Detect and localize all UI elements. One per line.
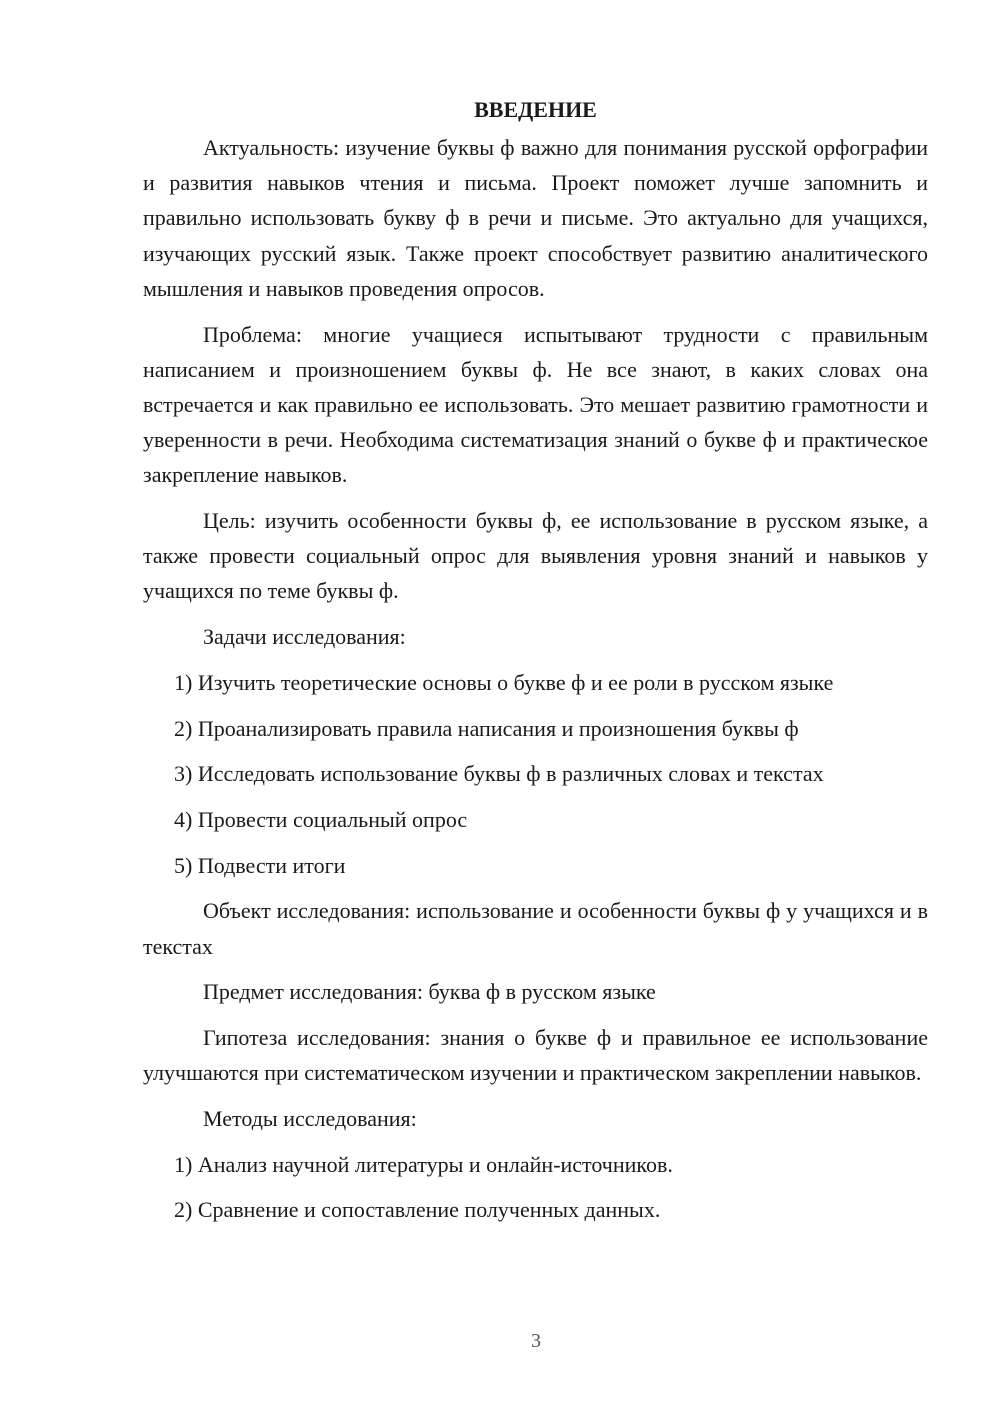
document-page xyxy=(143,92,928,1238)
methods-heading: Методы исследования: xyxy=(203,1105,417,1131)
tasks-list xyxy=(143,665,928,883)
page-number: 3 xyxy=(531,1330,541,1352)
list-item: 2) Проанализировать правила написания и произношения буквы ф xyxy=(174,715,799,741)
relevance-paragraph: Актуальность: изучение буквы ф важно для понимания русской орфографии и развития навыков чтения и письма. Проект поможет лучше запомнить и правильно использовать букву ф в речи и письме. Это актуально для учащихся, изучающих русский язык. Также проект способствует развитию аналитического мышления и навыков проведения опросов. xyxy=(143,135,928,301)
list-item: 5) Подвести итоги xyxy=(174,852,346,878)
tasks-heading: Задачи исследования: xyxy=(203,624,406,650)
object-paragraph: Объект исследования: использование и особенности буквы ф у учащихся и в текстах xyxy=(143,898,928,959)
list-item: 1) Изучить теоретические основы о букве ф и ее роли в русском языке xyxy=(174,669,834,695)
list-item: 3) Исследовать использование буквы ф в различных словах и текстах xyxy=(174,761,824,787)
list-item: 4) Провести социальный опрос xyxy=(174,806,468,832)
hypothesis-paragraph: Гипотеза исследования: знания о букве ф и правильное ее использование улучшаются при систематическом изучении и практическом закреплении навыков. xyxy=(143,1024,928,1086)
problem-paragraph: Проблема: многие учащиеся испытывают трудности с правильным написанием и произношением буквы ф. Не все знают, в каких словах она встречается и как правильно ее использовать. Это мешает развитию грамотности и уверенности в речи. Необходима систематизация знаний о букве ф и практическое закрепление навыков. xyxy=(143,321,928,488)
list-item: 2) Сравнение и сопоставление полученных данных. xyxy=(174,1197,661,1223)
list-item: 1) Анализ научной литературы и онлайн-источников. xyxy=(174,1151,673,1177)
subject-paragraph: Предмет исследования: буква ф в русском языке xyxy=(203,979,656,1005)
methods-list xyxy=(143,1147,928,1228)
goal-paragraph: Цель: изучить особенности буквы ф, ее использование в русском языке, а также провести социальный опрос для выявления уровня знаний и навыков у учащихся по теме буквы ф. xyxy=(143,508,928,604)
page-title: ВВЕДЕНИЕ xyxy=(474,97,597,122)
